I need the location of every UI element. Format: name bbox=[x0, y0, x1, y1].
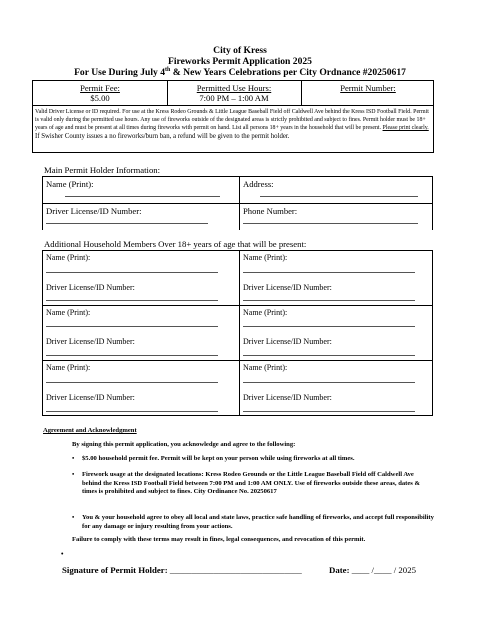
row-divider bbox=[43, 305, 432, 306]
permit-hours-cell bbox=[167, 83, 301, 103]
member-1-name-label: Name (Print): bbox=[46, 253, 91, 262]
member-3-name-label: Name (Print): bbox=[46, 308, 91, 317]
main-dl-label: Driver License/ID Number: bbox=[46, 206, 142, 216]
member-1-dl-label: Driver License/ID Number: bbox=[46, 283, 135, 292]
bullet-marker: • bbox=[72, 455, 75, 462]
permit-hours-value: 7:00 PM – 1:00 AM bbox=[199, 93, 269, 103]
document-subtitle: For Use During July 4th & New Years Celebrations per City Ordnance #20250617 bbox=[74, 66, 406, 78]
main-address-label: Address: bbox=[243, 179, 274, 189]
main-dl-field[interactable] bbox=[46, 223, 208, 224]
household-section-label: Additional Household Members Over 18+ years of age that will be present: bbox=[44, 239, 307, 249]
member-5-dl-field[interactable] bbox=[46, 411, 218, 412]
agreement-bullet-text: Firework usage at the designated locations: Kress Rodeo Grounds or the Little League Baseball Field off Caldwell Ave behind the Kress ISD Football Field between 7:00 PM and 1:00 AM ONLY. Use of fireworks outside these areas, dates & times is prohibited and subject to fines. City Ordinance No. 20250617 bbox=[82, 471, 420, 495]
main-holder-box bbox=[42, 176, 433, 230]
date-label: Date: bbox=[329, 565, 350, 575]
main-name-label: Name (Print): bbox=[46, 179, 94, 189]
print-clearly-note: Please print clearly. bbox=[382, 125, 429, 132]
member-1-name-field[interactable] bbox=[46, 272, 218, 273]
member-3-name-field[interactable] bbox=[46, 326, 218, 327]
household-members-box bbox=[42, 250, 433, 416]
member-6-name-label: Name (Print): bbox=[243, 363, 288, 372]
stray-bullet: • bbox=[61, 550, 64, 558]
member-4-name-label: Name (Print): bbox=[243, 308, 288, 317]
failure-notice: Failure to comply with these terms may result in fines, legal consequences, and revocation of this permit. bbox=[72, 536, 366, 543]
member-6-dl-label: Driver License/ID Number: bbox=[243, 393, 332, 402]
agreement-bullet-text: You & your household agree to obey all local and state laws, practice safe handling of fireworks, and accept full responsibility for any damage or injury resulting from your actions. bbox=[82, 514, 434, 530]
member-4-dl-label: Driver License/ID Number: bbox=[243, 337, 332, 346]
permit-fee-cell bbox=[33, 83, 167, 103]
main-name-field[interactable] bbox=[65, 196, 220, 197]
agreement-bullet bbox=[72, 514, 434, 531]
member-5-name-label: Name (Print): bbox=[46, 363, 91, 372]
permit-fee-label: Permit Fee: bbox=[80, 83, 120, 93]
signature-field[interactable]: ______________________________ bbox=[169, 565, 302, 575]
document-title-city: City of Kress bbox=[213, 45, 267, 56]
member-4-name-field[interactable] bbox=[243, 326, 415, 327]
agreement-heading: Agreement and Acknowledgment bbox=[43, 427, 137, 434]
member-3-dl-label: Driver License/ID Number: bbox=[46, 337, 135, 346]
member-5-name-field[interactable] bbox=[46, 382, 218, 383]
main-address-field[interactable] bbox=[260, 196, 418, 197]
permit-info-box bbox=[32, 80, 434, 106]
cell-divider bbox=[239, 251, 240, 415]
member-6-dl-field[interactable] bbox=[243, 411, 415, 412]
main-phone-field[interactable] bbox=[243, 223, 418, 224]
agreement-bullet bbox=[72, 455, 434, 464]
main-holder-section-label: Main Permit Holder Information: bbox=[44, 165, 161, 175]
signature-line[interactable] bbox=[62, 565, 302, 576]
bullet-marker: • bbox=[72, 514, 75, 521]
agreement-bullet bbox=[72, 471, 434, 497]
permit-number-label: Permit Number: bbox=[340, 83, 396, 93]
refund-note: If Swisher County issues a no fireworks/burn ban, a refund will be given to the permit holder. bbox=[35, 132, 290, 140]
member-1-dl-field[interactable] bbox=[46, 300, 218, 301]
member-2-dl-label: Driver License/ID Number: bbox=[243, 283, 332, 292]
main-phone-label: Phone Number: bbox=[243, 206, 298, 216]
bullet-marker: • bbox=[72, 471, 75, 478]
member-5-dl-label: Driver License/ID Number: bbox=[46, 393, 135, 402]
permit-rules-text: Valid Driver License or ID required. For use at the Kress Rodeo Grounds & Little League Baseball Field off Caldwell Ave behind the Kress ISD Football Field. Permit is valid only during the permitted use hours. Any use of fireworks outside of the designated areas is strictly prohibited and subject to fines. Permit holder must be 18+ years of age and must be present at all times during fireworks with permit on hand. List all persons 18+ years in the household that will be present. bbox=[35, 109, 429, 132]
member-2-dl-field[interactable] bbox=[243, 300, 415, 301]
date-line[interactable] bbox=[329, 565, 416, 576]
row-divider bbox=[43, 360, 432, 361]
member-2-name-label: Name (Print): bbox=[243, 253, 288, 262]
member-6-name-field[interactable] bbox=[243, 382, 415, 383]
agreement-bullet-text: $5.00 household permit fee. Permit will be kept on your person while using fireworks at all times. bbox=[82, 455, 355, 462]
member-2-name-field[interactable] bbox=[243, 272, 415, 273]
permit-hours-label: Permitted Use Hours: bbox=[196, 83, 272, 93]
permit-rules-box bbox=[32, 106, 434, 153]
permit-fee-value: $5.00 bbox=[90, 93, 110, 103]
permit-number-cell[interactable] bbox=[301, 83, 435, 93]
row-divider bbox=[43, 203, 432, 204]
member-3-dl-field[interactable] bbox=[46, 355, 218, 356]
document-title-form: Fireworks Permit Application 2025 bbox=[168, 56, 312, 67]
agreement-intro: By signing this permit application, you acknowledge and agree to the following: bbox=[72, 441, 296, 448]
member-4-dl-field[interactable] bbox=[243, 355, 415, 356]
date-field[interactable]: ____ /____ / 2025 bbox=[351, 565, 416, 575]
signature-label: Signature of Permit Holder: bbox=[62, 565, 168, 575]
